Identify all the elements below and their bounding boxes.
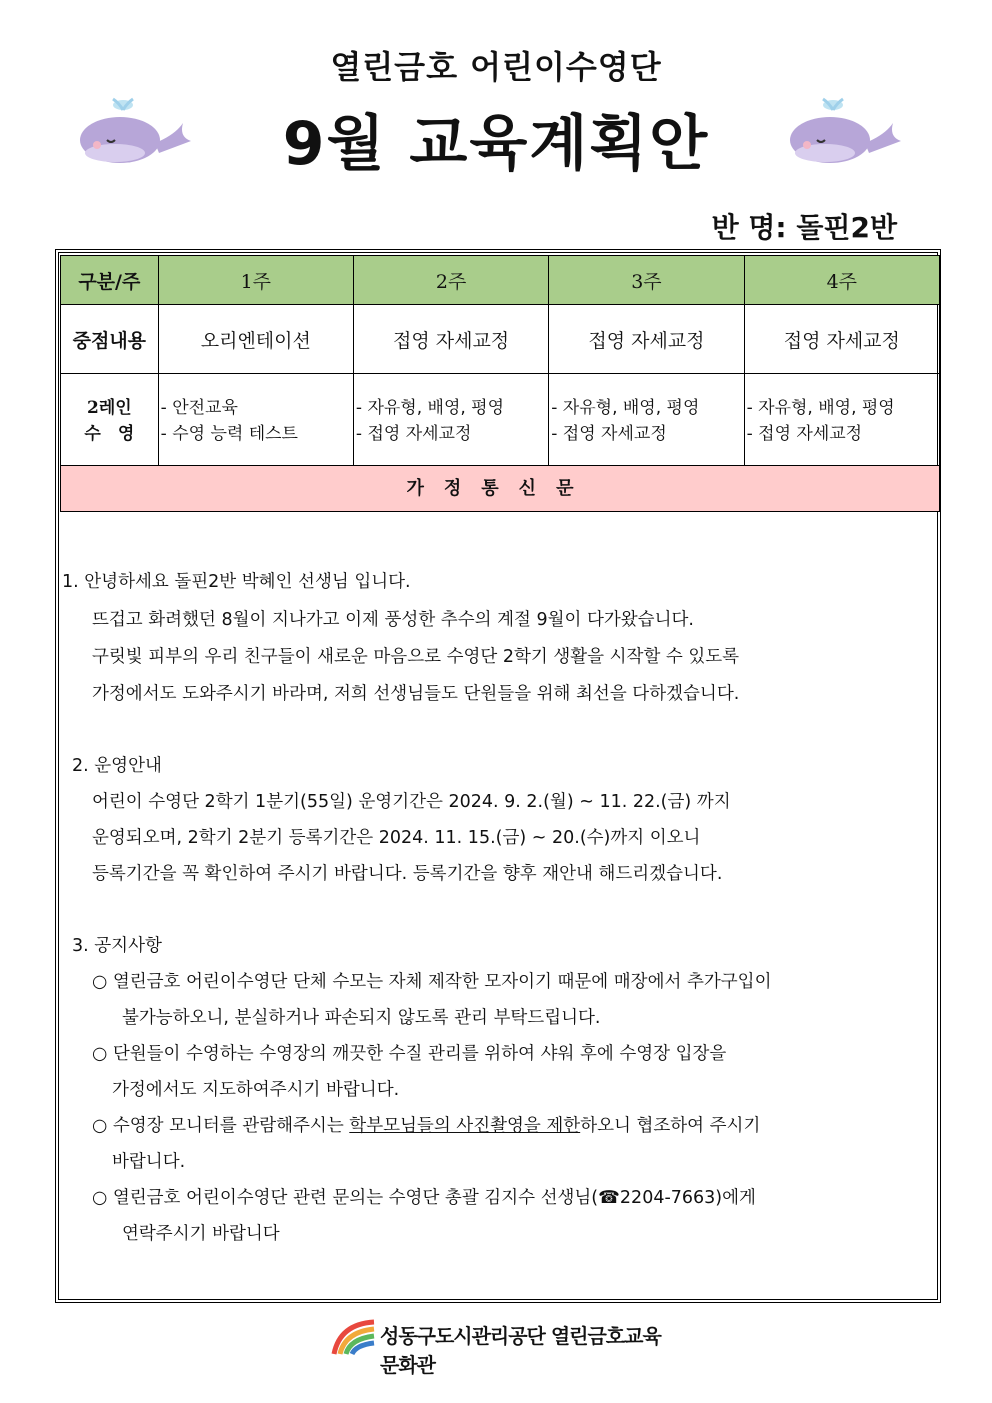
column-header: 3주: [549, 256, 744, 305]
document-title: 9월 교육계획안: [282, 109, 710, 179]
notice-item: ○ 단원들이 수영하는 수영장의 깨끗한 수질 관리를 위하여 샤워 후에 수영장 입장을: [92, 1044, 727, 1064]
column-header: 구분/주: [61, 256, 159, 305]
table-cell: [744, 374, 939, 469]
row-header-line: 2레인: [86, 398, 132, 418]
weekly-plan-table: [60, 255, 940, 469]
row-header-focus: 중점내용: [61, 305, 159, 374]
cell-line: - 자유형, 배영, 평영: [355, 398, 505, 418]
paragraph-line: 가정에서도 도와주시기 바라며, 저희 선생님들도 단원들을 위해 최선을 다하겠습니다.: [92, 684, 740, 704]
section-title: 1. 안녕하세요 돌핀2반 박혜인 선생님 입니다.: [62, 572, 411, 592]
paragraph-line: 뜨겁고 화려했던 8월이 지나가고 이제 풍성한 추수의 계절 9월이 다가왔습니다.: [92, 610, 694, 630]
table-cell: 접영 자세교정: [353, 305, 548, 374]
paragraph-line: 어린이 수영단 2학기 1분기(55일) 운영기간은 2024. 9. 2.(월) ~ 11. 22.(금) 까지: [92, 792, 731, 812]
notice-text: 하오니 협조하여 주시기: [580, 1116, 761, 1136]
cell-line: - 자유형, 배영, 평영: [746, 398, 895, 418]
table-cell: [549, 374, 744, 469]
row-header-line: 수 영: [84, 424, 135, 444]
newsletter-heading: 가정통신문: [60, 465, 940, 512]
notice-item-cont: 연락주시기 바랍니다: [122, 1224, 280, 1244]
notice-text: ○ 수영장 모니터를 관람해주시는: [92, 1116, 350, 1136]
section-title: 3. 공지사항: [72, 936, 162, 956]
table-cell: [158, 374, 353, 469]
footer-logo-text: 성동구도시관리공단 열린금호교육문화관: [380, 1324, 661, 1377]
notice-item: [92, 1112, 760, 1137]
table-header-row: [61, 256, 940, 305]
paragraph-line: 구릿빛 피부의 우리 친구들이 새로운 마음으로 수영단 2학기 생활을 시작할 수 있도록: [92, 647, 740, 667]
column-header: 2주: [353, 256, 548, 305]
cell-line: - 수영 능력 테스트: [160, 424, 298, 444]
notice-item-cont: 불가능하오니, 분실하거나 파손되지 않도록 관리 부탁드립니다.: [122, 1008, 601, 1028]
notice-item-cont: 바랍니다.: [112, 1152, 186, 1172]
cell-line: - 접영 자세교정: [355, 424, 472, 444]
document-subtitle: 열린금호 어린이수영단: [330, 48, 662, 86]
cell-line: - 접영 자세교정: [746, 424, 863, 444]
footer-logo: [330, 1312, 670, 1377]
column-header: 1주: [158, 256, 353, 305]
table-cell: 접영 자세교정: [744, 305, 939, 374]
row-header-lane: [61, 374, 159, 469]
notice-item-cont: 가정에서도 지도하여주시기 바랍니다.: [112, 1080, 400, 1100]
cell-line: - 안전교육: [160, 398, 238, 418]
rainbow-logo-icon: [330, 1316, 378, 1356]
table-cell: [353, 374, 548, 469]
cell-line: - 자유형, 배영, 평영: [551, 398, 700, 418]
whale-icon: [785, 95, 905, 170]
section-title: 2. 운영안내: [72, 756, 162, 776]
class-name-label: 반 명: 돌핀2반: [711, 211, 897, 244]
notice-item: ○ 열린금호 어린이수영단 단체 수모는 자체 제작한 모자이기 때문에 매장에서 추가구입이: [92, 972, 772, 992]
table-cell: 접영 자세교정: [549, 305, 744, 374]
cell-line: - 접영 자세교정: [551, 424, 667, 444]
table-row: [61, 305, 940, 374]
paragraph-line: 등록기간을 꼭 확인하여 주시기 바랍니다. 등록기간을 향후 재안내 해드리겠습니다.: [92, 864, 723, 884]
table-cell: 오리엔테이션: [158, 305, 353, 374]
paragraph-line: 운영되오며, 2학기 2분기 등록기간은 2024. 11. 15.(금) ~ 20.(수)까지 이오니: [92, 828, 701, 848]
column-header: 4주: [744, 256, 939, 305]
notice-underlined-text: 학부모님들의 사진촬영을 제한: [349, 1116, 581, 1136]
notice-item: ○ 열린금호 어린이수영단 관련 문의는 수영단 총괄 김지수 선생님(☎2204-7663)에게: [92, 1188, 756, 1208]
table-row: [61, 374, 940, 469]
